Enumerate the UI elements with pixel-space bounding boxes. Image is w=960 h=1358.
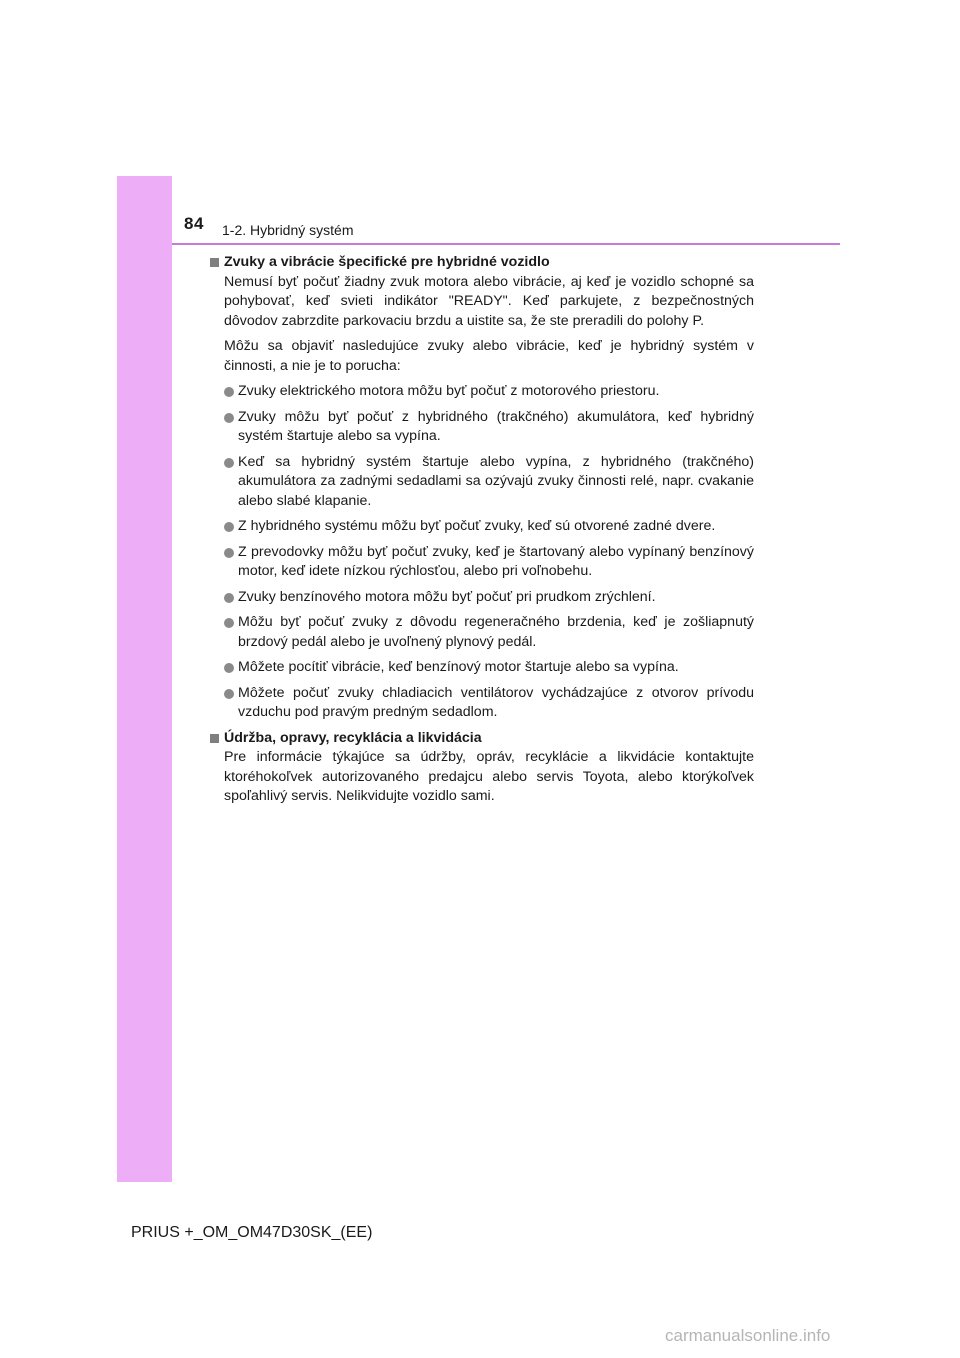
heading-text: Údržba, opravy, recyklácia a likvidácia [224,729,482,746]
circle-bullet-icon [224,458,234,468]
circle-bullet-icon [224,522,234,532]
list-item-text: Z hybridného systému môžu byť počuť zvuky, keď sú otvorené zadné dvere. [238,518,716,534]
square-bullet-icon [210,734,219,743]
list-item [224,408,754,447]
header-divider [172,243,840,245]
list-item [224,543,754,582]
bullet-list [210,382,754,723]
list-item-text: Zvuky benzínového motora môžu byť počuť pri prudkom zrýchlení. [238,588,656,605]
list-item [224,588,754,608]
circle-bullet-icon [224,618,234,628]
paragraph: Pre informácie týkajúce sa údržby, opráv, recyklácie a likvidácie kontaktujte ktoréhokoľvek autorizovaného predajcu alebo servis Toyota, alebo ktorýkoľvek spoľahlivý servis. Nelikvidujte vozidlo sami. [224,749,754,804]
circle-bullet-icon [224,689,234,699]
list-item [224,517,754,537]
section-heading-maintenance [210,729,754,749]
circle-bullet-icon [224,663,234,673]
document-code: PRIUS +_OM_OM47D30SK_(EE) [131,1224,373,1241]
section-title: 1-2. Hybridný systém [222,222,354,238]
paragraph: Môžu sa objaviť nasledujúce zvuky alebo vibrácie, keď je hybridný systém v činnosti, a nie je to porucha: [224,338,754,374]
list-item [224,684,754,723]
list-item-text: Zvuky elektrického motora môžu byť počuť z motorového priestoru. [238,383,660,399]
list-item [224,382,754,402]
list-item-text: Zvuky môžu byť počuť z hybridného (trakčného) akumulátora, keď hybridný systém štartuje alebo sa vypína. [238,408,754,444]
page-content [210,253,754,813]
side-color-band [117,176,172,1182]
list-item-text: Môžete pocítiť vibrácie, keď benzínový motor štartuje alebo sa vypína. [238,659,679,675]
page-number: 84 [184,214,204,233]
paragraph: Nemusí byť počuť žiadny zvuk motora alebo vibrácie, aj keď je vozidlo schopné sa pohybovať, keď svieti indikátor "READY". Keď parkujete, z bezpečnostných dôvodov zabrzdite parkovaciu brzdu a uistite sa, že ste preradili do polohy P. [224,273,754,329]
list-item [224,613,754,652]
list-item [224,453,754,512]
heading-text: Zvuky a vibrácie špecifické pre hybridné vozidlo [224,254,550,270]
circle-bullet-icon [224,548,234,558]
list-item-text: Z prevodovky môžu byť počuť zvuky, keď je štartovaný alebo vypínaný benzínový motor, keď idete nízkou rýchlosťou, alebo pri voľnobehu. [238,543,754,579]
watermark: carmanualsonline.info [665,1326,831,1345]
circle-bullet-icon [224,413,234,423]
list-item-text: Keď sa hybridný systém štartuje alebo vypína, z hybridného (trakčného) akumulátora za zadnými sedadlami sa ozývajú zvuky činnosti relé, napr. cvakanie alebo slabé klapanie. [238,453,754,509]
square-bullet-icon [210,258,219,267]
section-heading-sounds [210,253,754,273]
circle-bullet-icon [224,593,234,603]
list-item-text: Môžete počuť zvuky chladiacich ventilátorov vychádzajúce z otvorov prívodu vzduchu pod pravým predným sedadlom. [238,684,754,720]
list-item [224,658,754,678]
circle-bullet-icon [224,387,234,397]
list-item-text: Môžu byť počuť zvuky z dôvodu regeneračného brzdenia, keď je zošliapnutý brzdový pedál alebo je uvoľnený plynový pedál. [238,614,754,650]
